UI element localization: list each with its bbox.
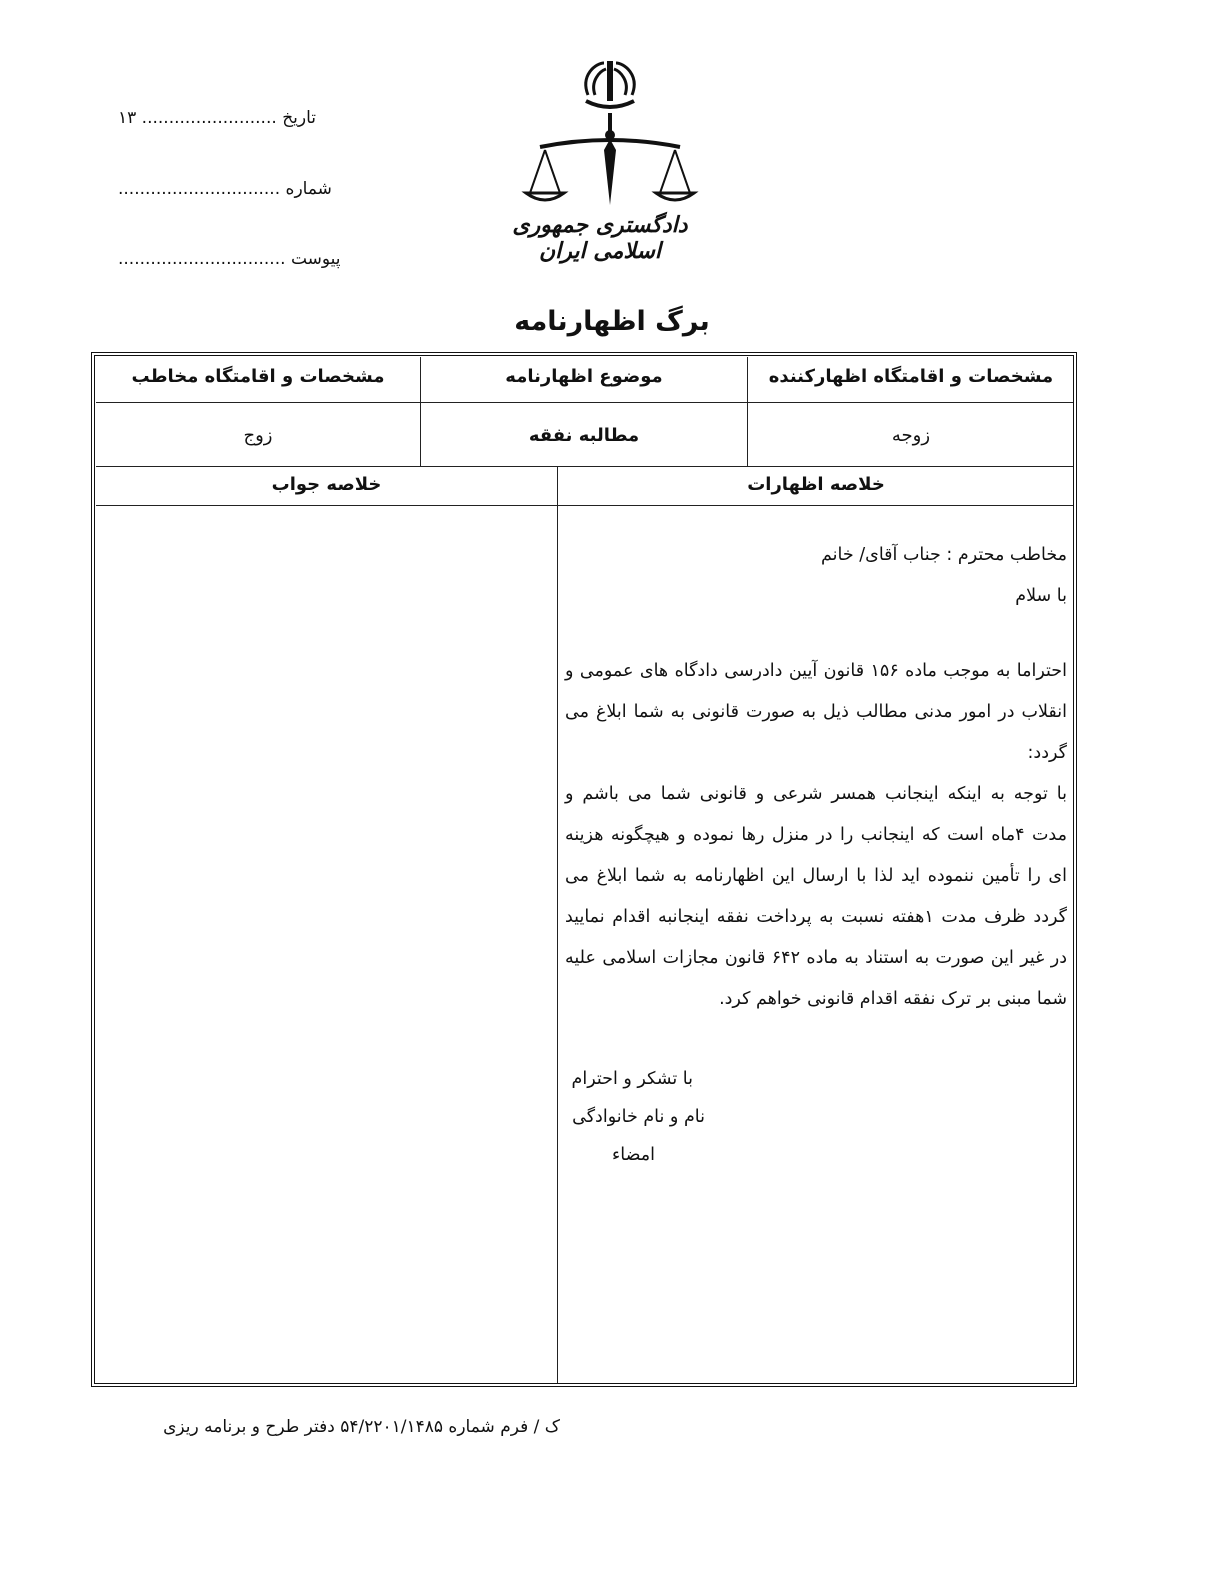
date-label: تاریخ	[282, 108, 317, 128]
header-statements-summary: خلاصه اظهارات	[747, 474, 885, 495]
date-field	[118, 108, 316, 128]
header-subject: موضوع اظهارنامه	[505, 366, 663, 387]
demand-paragraph: با توجه به اینکه اینجانب همسر شرعی و قانونی شما می باشم و مدت ۴ماه است که اینجانب را در منزل رها نموده و هیچگونه هزینه ای را تأمین ننموده اید لذا با ارسال این اظهارنامه به شما ابلاغ می گردد ظرف مدت ۱هفته نسبت به پرداخت نفقه اینجانبه اقدام نمایید در غیر این صورت به استناد به ماده ۶۴۲ قانون مجازات اسلامی علیه شما مبنی بر ترک نفقه اقدام قانونی خواهم کرد.	[565, 784, 1067, 1009]
number-dots: ..............................	[118, 179, 281, 199]
value-subject: مطالبه نفقه	[528, 425, 640, 446]
emblem-caption: دادگستری جمهوری اسلامی ایران	[512, 212, 688, 264]
attachment-label: پیوست	[290, 249, 341, 269]
table-divider	[747, 357, 748, 467]
form-footer: ک / فرم شماره ۵۴/۲۲۰۱/۱۴۸۵ دفتر طرح و برنامه ریزی	[163, 1417, 560, 1437]
statements-body	[565, 535, 1067, 1020]
value-addressee: زوج	[243, 425, 273, 446]
closing-regards: با تشکر و احترام	[571, 1069, 693, 1089]
attachment-dots: ...............................	[118, 249, 286, 269]
header-declarant: مشخصات و اقامتگاه اظهارکننده	[768, 366, 1054, 387]
number-field	[118, 179, 332, 199]
header-response-summary: خلاصه جواب	[271, 474, 382, 495]
greeting: با سلام	[1015, 586, 1067, 606]
salutation: مخاطب محترم : جناب آقای/ خانم	[821, 545, 1067, 565]
closing-block	[565, 1060, 705, 1174]
date-dots: .........................	[141, 108, 277, 128]
date-value: ۱۳	[118, 108, 137, 128]
closing-signature: امضاء	[612, 1145, 655, 1165]
table-divider	[96, 402, 1073, 403]
page-title: برگ اظهارنامه	[514, 306, 710, 337]
closing-name: نام و نام خانوادگی	[572, 1107, 705, 1127]
value-declarant: زوجه	[891, 425, 931, 446]
table-divider	[557, 466, 558, 1383]
legal-basis-paragraph: احتراما به موجب ماده ۱۵۶ قانون آیین دادرسی دادگاه های عمومی و انقلاب در امور مدنی مطالب ذیل به صورت قانونی به شما ابلاغ می گردد:	[565, 661, 1067, 763]
table-divider	[420, 357, 421, 467]
number-label: شماره	[285, 179, 332, 199]
table-divider	[96, 466, 1073, 467]
header-addressee: مشخصات و اقامتگاه مخاطب	[131, 366, 385, 387]
attachment-field	[118, 249, 341, 269]
table-divider	[96, 505, 1073, 506]
